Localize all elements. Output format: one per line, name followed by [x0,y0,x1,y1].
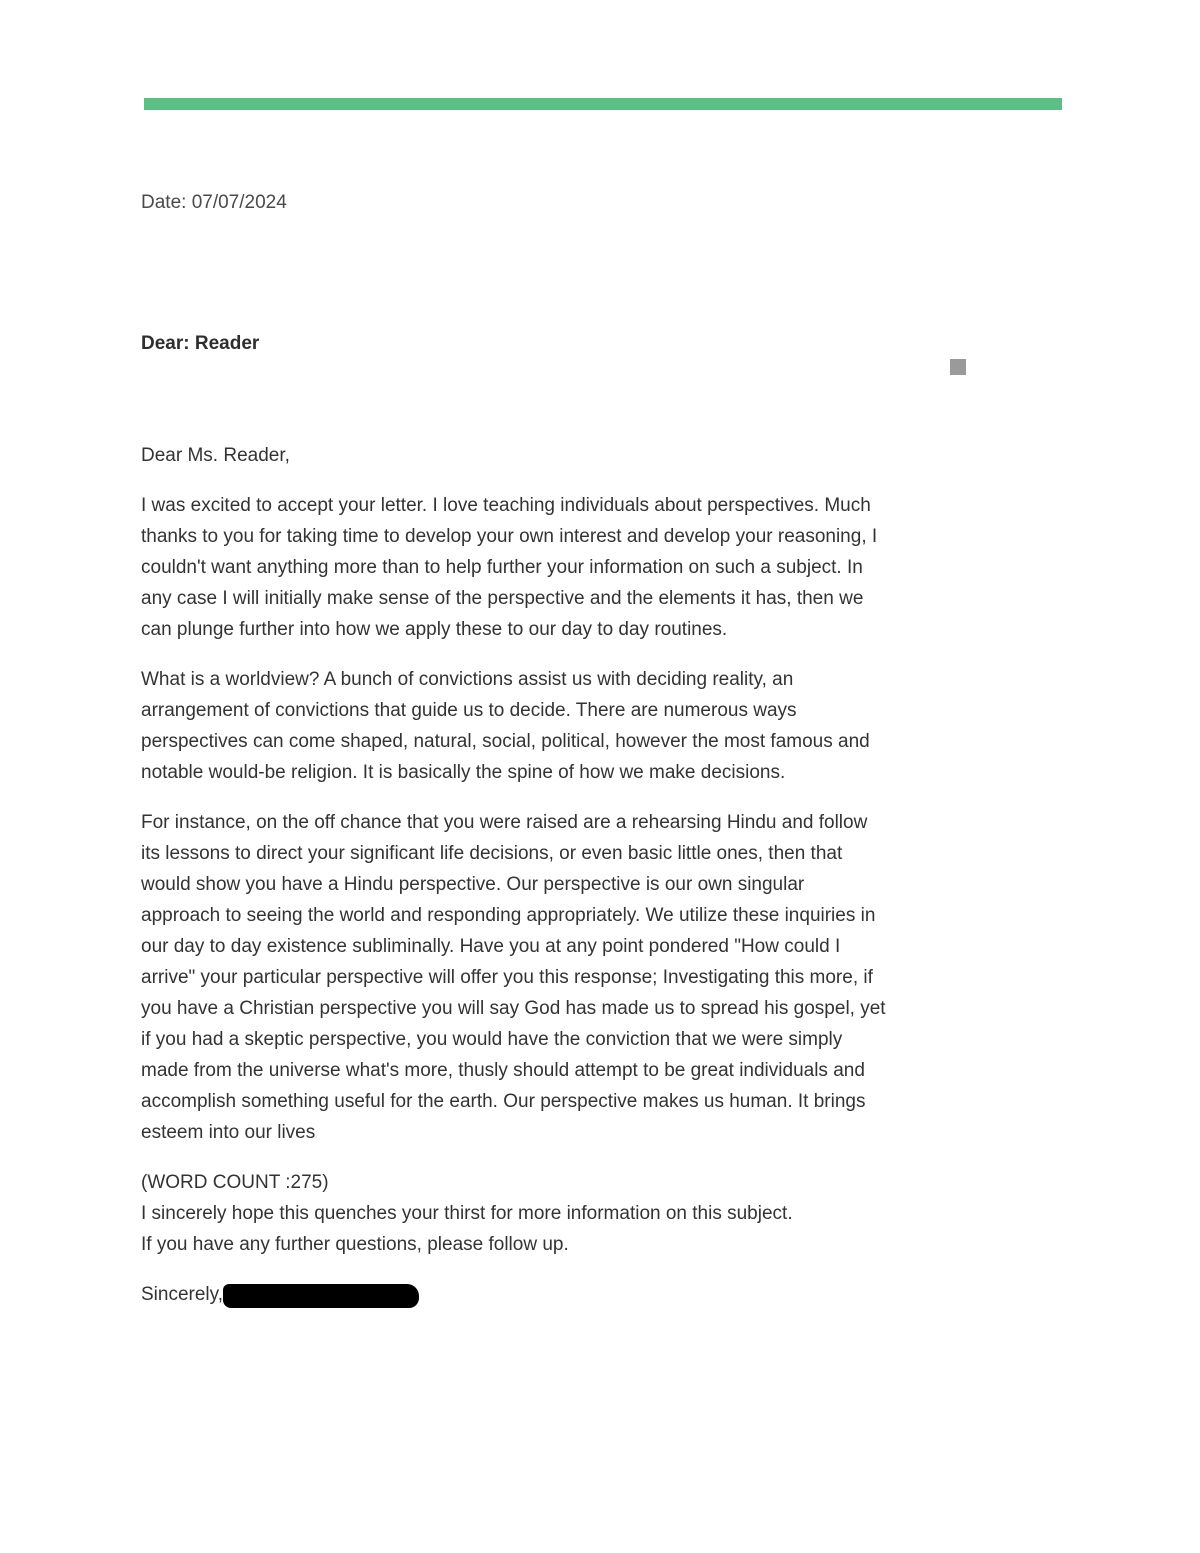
paragraph-intro: I was excited to accept your letter. I love teaching individuals about perspectives. Much thanks to you for taking time to develop your own interest and develop your reasoning, I couldn't want anything more than to help further your information on such a subject. In any case I will initially make sense of the perspective and the elements it has, then we can plunge further into how we apply these to our day to day routines. [141,495,878,640]
redacted-signature [223,1284,419,1308]
word-count: (WORD COUNT :275) [141,1172,329,1193]
signoff: Sincerely, [141,1284,224,1305]
greeting: Dear Ms. Reader, [141,445,290,466]
header-accent-bar [144,98,1062,110]
closing-block [141,1167,886,1260]
letter-body [141,440,886,1310]
signoff-row [141,1279,886,1310]
closing-line-1: I sincerely hope this quenches your thirst for more information on this subject. [141,1203,793,1224]
date-line: Date: 07/07/2024 [141,192,287,213]
paragraph-example: For instance, on the off chance that you were raised are a rehearsing Hindu and follow its lessons to direct your significant life decisions, or even basic little ones, then that would show you have a Hindu perspective. Our perspective is our own singular approach to seeing the world and responding appropriately. We utilize these inquiries in our day to day existence subliminally. Have you at any point pondered "How could I arrive" your particular perspective will offer you this response; Investigating this more, if you have a Christian perspective you will say God has made us to spread his gospel, yet if you had a skeptic perspective, you would have the conviction that we were simply made from the universe what's more, thusly should attempt to be great individuals and accomplish something useful for the earth. Our perspective makes us human. It brings esteem into our lives [141,812,886,1143]
square-marker-icon [950,359,966,375]
closing-line-2: If you have any further questions, please follow up. [141,1234,569,1255]
salutation-heading: Dear: Reader [141,333,260,354]
paragraph-worldview: What is a worldview? A bunch of convictions assist us with deciding reality, an arrangement of convictions that guide us to decide. There are numerous ways perspectives can come shaped, natural, social, political, however the most famous and notable would-be religion. It is basically the spine of how we make decisions. [141,669,870,783]
